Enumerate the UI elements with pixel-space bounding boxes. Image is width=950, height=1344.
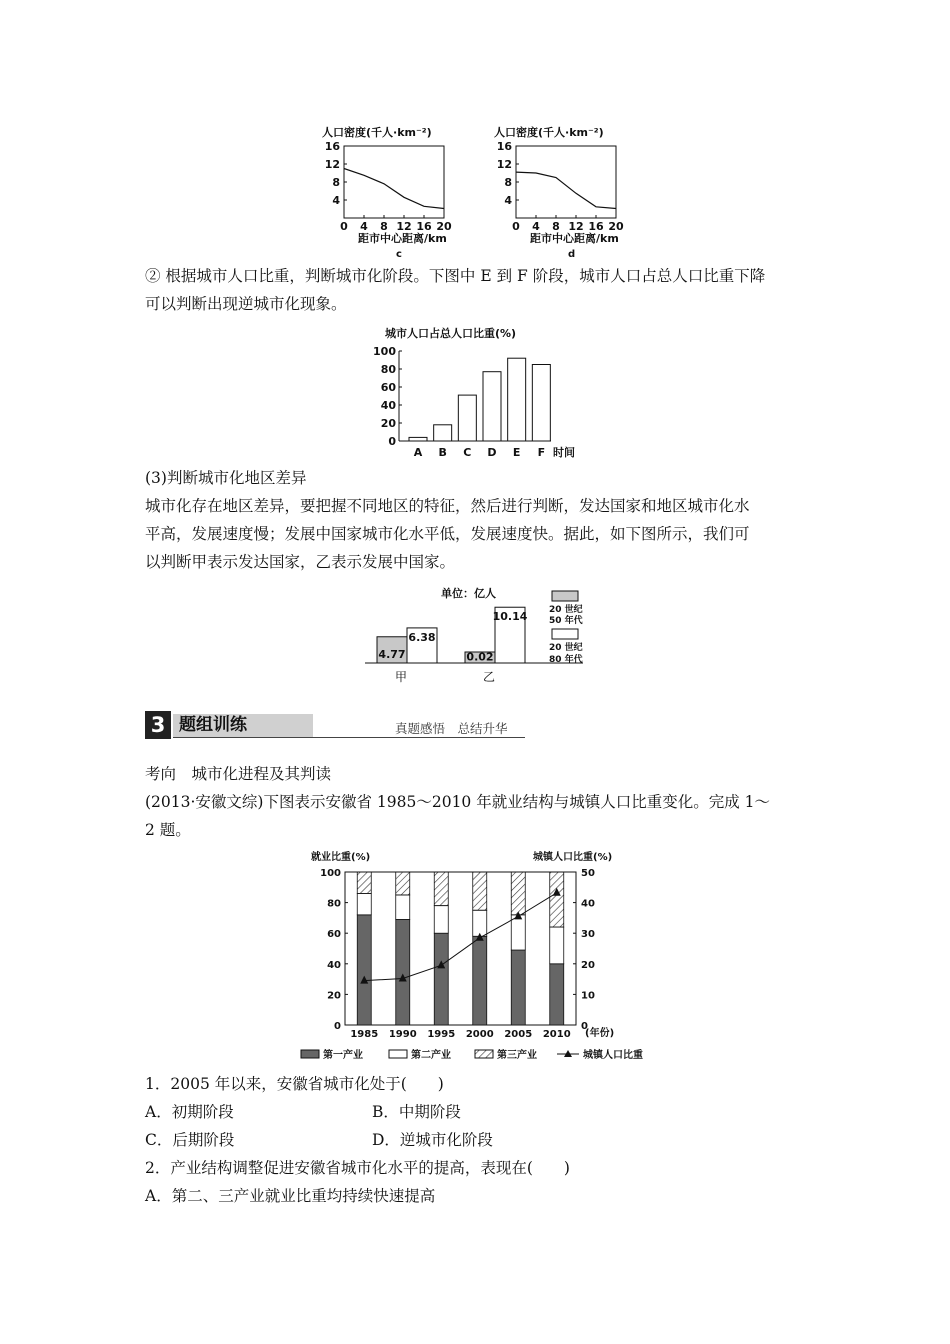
- chart-g-xunit: (年份): [585, 1028, 615, 1039]
- paragraph-1-line-1: ② 根据城市人口比重，判断城市化阶段。下图中 E 到 F 阶段，城市人口占总人口比重下降: [145, 267, 766, 285]
- chart-g-bar-secondary: [550, 927, 564, 964]
- paragraph-2-line-3: 以判断甲表示发达国家，乙表示发展中国家。: [145, 553, 456, 571]
- legend-urban-label: 城镇人口比重: [583, 1050, 643, 1061]
- chart-g-ytick-left-label: 40: [327, 959, 341, 971]
- chart-g-ytick-right-label: 40: [581, 898, 595, 910]
- chart-g-bar-tertiary: [396, 872, 410, 895]
- chart-e-ytick-label: 80: [380, 363, 396, 376]
- chart-c-axes: [325, 140, 452, 233]
- q2-option-a: A．第二、三产业就业比重均持续快速提高: [145, 1187, 436, 1205]
- chart-d-xtick-label: 0: [512, 220, 520, 233]
- chart-d-axes: [497, 140, 624, 233]
- chart-c-xtick-label: 0: [340, 220, 348, 233]
- kaoxiang-line: 考向 城市化进程及其判读: [145, 765, 332, 783]
- chart-g-xtick-label: 2010: [542, 1029, 571, 1040]
- chart-g-bar-primary: [550, 964, 564, 1025]
- legend-80s-line1: 20 世纪: [549, 643, 583, 653]
- legend-50s-line2: 50 年代: [549, 616, 583, 626]
- section-header: [145, 711, 525, 739]
- chart-g-frame: [345, 872, 576, 1025]
- employment-structure-chart: [295, 845, 665, 1067]
- chart-c-caption: c: [396, 249, 402, 260]
- legend-50s-line1: 20 世纪: [549, 605, 583, 615]
- chart-f-label-80s: 6.38: [408, 630, 436, 644]
- chart-e-bar-b: [434, 425, 452, 441]
- chart-g-ytick-right-label: 50: [581, 868, 595, 879]
- intro-line-1: (2013·安徽文综)下图表示安徽省 1985～2010 年就业结构与城镇人口比重变化。完成 1～: [145, 793, 771, 811]
- chart-c-xtick-label: 20: [436, 220, 452, 233]
- chart-g-xtick-label: 2000: [465, 1029, 494, 1040]
- chart-d-caption: d: [568, 249, 576, 260]
- chart-g-bar-primary: [434, 933, 448, 1025]
- chart-e-xtick-label: B: [438, 446, 447, 459]
- chart-e-bar-c: [458, 395, 476, 441]
- chart-e-bar-e: [508, 358, 526, 441]
- chart-e-ytick-label: 60: [380, 381, 396, 394]
- chart-g-ytick-left-label: 60: [327, 929, 341, 941]
- chart-g-ytick-left-label: 20: [327, 990, 341, 1002]
- section-rule: [173, 737, 525, 738]
- chart-e-ytick-label: 100: [373, 345, 396, 358]
- chart-d-ytick-label: 8: [504, 176, 512, 189]
- chart-e-xlabel: 时间: [553, 446, 575, 459]
- chart-g-ytick-right-label: 10: [581, 990, 595, 1002]
- chart-g-bar-tertiary: [473, 872, 487, 910]
- q1-option-c: C．后期阶段: [145, 1131, 235, 1149]
- intro-line-2: 2 题。: [145, 821, 191, 839]
- legend-secondary-label: 第二产业: [411, 1050, 451, 1061]
- chart-e-xtick-label: C: [463, 446, 472, 459]
- chart-e-ytick-label: 0: [388, 435, 396, 448]
- chart-d-ytick-label: 4: [504, 194, 512, 207]
- chart-g-ytick-left-label: 0: [334, 1021, 341, 1032]
- group-label-jia: 甲: [395, 670, 408, 684]
- legend-80s-line2: 80 年代: [549, 655, 583, 665]
- chart-g-bar-primary: [511, 950, 525, 1025]
- chart-g-plot: [320, 868, 595, 1040]
- chart-g-bar-primary: [396, 919, 410, 1025]
- chart-d-xtick-label: 20: [608, 220, 624, 233]
- section-number: 3: [145, 711, 171, 739]
- chart-d-xtick-label: 4: [532, 220, 540, 233]
- chart-d-xlabel: 距市中心距离/km: [530, 232, 619, 245]
- section-title: 题组训练: [179, 715, 247, 735]
- chart-g-bar-tertiary: [511, 872, 525, 915]
- chart-c-xtick-label: 8: [380, 220, 388, 233]
- chart-c-ylabel: 人口密度(千人·km⁻²): [322, 126, 432, 139]
- chart-g-bar-secondary: [473, 910, 487, 936]
- section-subtitle: 真题感悟 总结升华: [395, 721, 508, 736]
- chart-c-ytick-label: 12: [324, 158, 340, 171]
- chart-g-ytick-left-label: 100: [320, 868, 341, 879]
- chart-e-bar-f: [532, 365, 550, 442]
- chart-f-label-50s: 4.77: [378, 648, 406, 661]
- chart-d-ytick-label: 16: [496, 140, 512, 153]
- chart-c-xtick-label: 12: [396, 220, 412, 233]
- chart-c-xtick-label: 4: [360, 220, 368, 233]
- paragraph-1-line-2: 可以判断出现逆城市化现象。: [145, 295, 347, 313]
- chart-d-ytick-label: 12: [496, 158, 512, 171]
- chart-f-unit: 单位：亿人: [441, 587, 496, 600]
- section-3-title: (3)判断城市化地区差异: [145, 469, 307, 487]
- legend-primary-swatch: [301, 1050, 319, 1058]
- legend-primary-label: 第一产业: [323, 1050, 363, 1061]
- chart-g-ytick-right-label: 0: [581, 1021, 588, 1032]
- chart-e-xtick-label: D: [487, 446, 497, 459]
- q1-option-d: D．逆城市化阶段: [372, 1131, 493, 1149]
- chart-e-title: 城市人口占总人口比重(%): [385, 327, 517, 340]
- chart-g-ytick-right-label: 30: [581, 929, 595, 941]
- chart-e-xtick-label: F: [537, 446, 546, 459]
- legend-tertiary-label: 第三产业: [497, 1050, 537, 1061]
- question-1: 1．2005 年以来，安徽省城市化处于( ): [145, 1075, 444, 1093]
- legend-tertiary-swatch: [475, 1050, 493, 1058]
- chart-g-ytick-left-label: 80: [327, 898, 341, 910]
- population-density-chart-c: [300, 122, 475, 262]
- chart-c-xtick-label: 16: [416, 220, 432, 233]
- chart-g-bar-primary: [357, 915, 371, 1025]
- chart-g-bar-secondary: [434, 906, 448, 934]
- chart-c-ytick-label: 16: [324, 140, 340, 153]
- q1-option-a: A．初期阶段: [145, 1103, 234, 1121]
- chart-c-ytick-label: 4: [332, 194, 340, 207]
- chart-e-bar-a: [409, 437, 427, 441]
- chart-g-xtick-label: 2005: [504, 1029, 533, 1040]
- chart-g-bar-tertiary: [434, 872, 448, 906]
- chart-e-bar-d: [483, 372, 501, 441]
- legend-secondary-swatch: [389, 1050, 407, 1058]
- paragraph-2-line-1: 城市化存在地区差异，要把握不同地区的特征，然后进行判断，发达国家和地区城市化水: [145, 497, 750, 515]
- chart-d-xtick-label: 8: [552, 220, 560, 233]
- chart-g-bar-secondary: [357, 893, 371, 914]
- chart-c-density-line: [344, 169, 444, 209]
- chart-g-xtick-label: 1995: [427, 1029, 456, 1040]
- question-2: 2．产业结构调整促进安徽省城市化水平的提高，表现在( ): [145, 1159, 570, 1177]
- chart-g-bar-tertiary: [357, 872, 371, 893]
- chart-c-xlabel: 距市中心距离/km: [358, 232, 447, 245]
- chart-f-label-80s: 10.14: [492, 610, 528, 624]
- chart-g-yright-label: 城镇人口比重(%): [533, 852, 613, 863]
- chart-g-urban-line: [364, 893, 557, 981]
- chart-g-yleft-label: 就业比重(%): [311, 852, 371, 863]
- chart-e-xtick-label: A: [413, 446, 423, 459]
- chart-g-bar-secondary: [396, 895, 410, 919]
- chart-d-ylabel: 人口密度(千人·km⁻²): [494, 126, 604, 139]
- chart-g-bar-secondary: [511, 915, 525, 950]
- chart-d-xtick-label: 16: [588, 220, 604, 233]
- chart-e-ytick-label: 40: [380, 399, 396, 412]
- chart-e-ytick-label: 20: [380, 417, 396, 430]
- chart-g-xtick-label: 1990: [388, 1029, 417, 1040]
- chart-c-ytick-label: 8: [332, 176, 340, 189]
- chart-d-density-line: [516, 172, 616, 208]
- chart-g-bar-primary: [473, 936, 487, 1025]
- population-density-chart-d: [472, 122, 647, 262]
- group-label-yi: 乙: [483, 670, 496, 684]
- chart-d-xtick-label: 12: [568, 220, 584, 233]
- chart-f-label-50s: 0.02: [466, 650, 494, 664]
- q1-option-b: B．中期阶段: [372, 1103, 461, 1121]
- legend-50s-swatch: [552, 591, 578, 601]
- chart-g-xtick-label: 1985: [350, 1029, 379, 1040]
- urban-population-ratio-chart: [365, 322, 595, 462]
- legend-80s-swatch: [552, 629, 578, 639]
- chart-e-axes: [373, 345, 551, 459]
- urban-population-comparison-chart: [365, 585, 595, 685]
- paragraph-2-line-2: 平高，发展速度慢；发展中国家城市化水平低，发展速度快。据此，如下图所示，我们可: [145, 525, 750, 543]
- chart-e-xtick-label: E: [512, 446, 521, 459]
- chart-g-ytick-right-label: 20: [581, 959, 595, 971]
- chart-g-bar-tertiary: [550, 872, 564, 927]
